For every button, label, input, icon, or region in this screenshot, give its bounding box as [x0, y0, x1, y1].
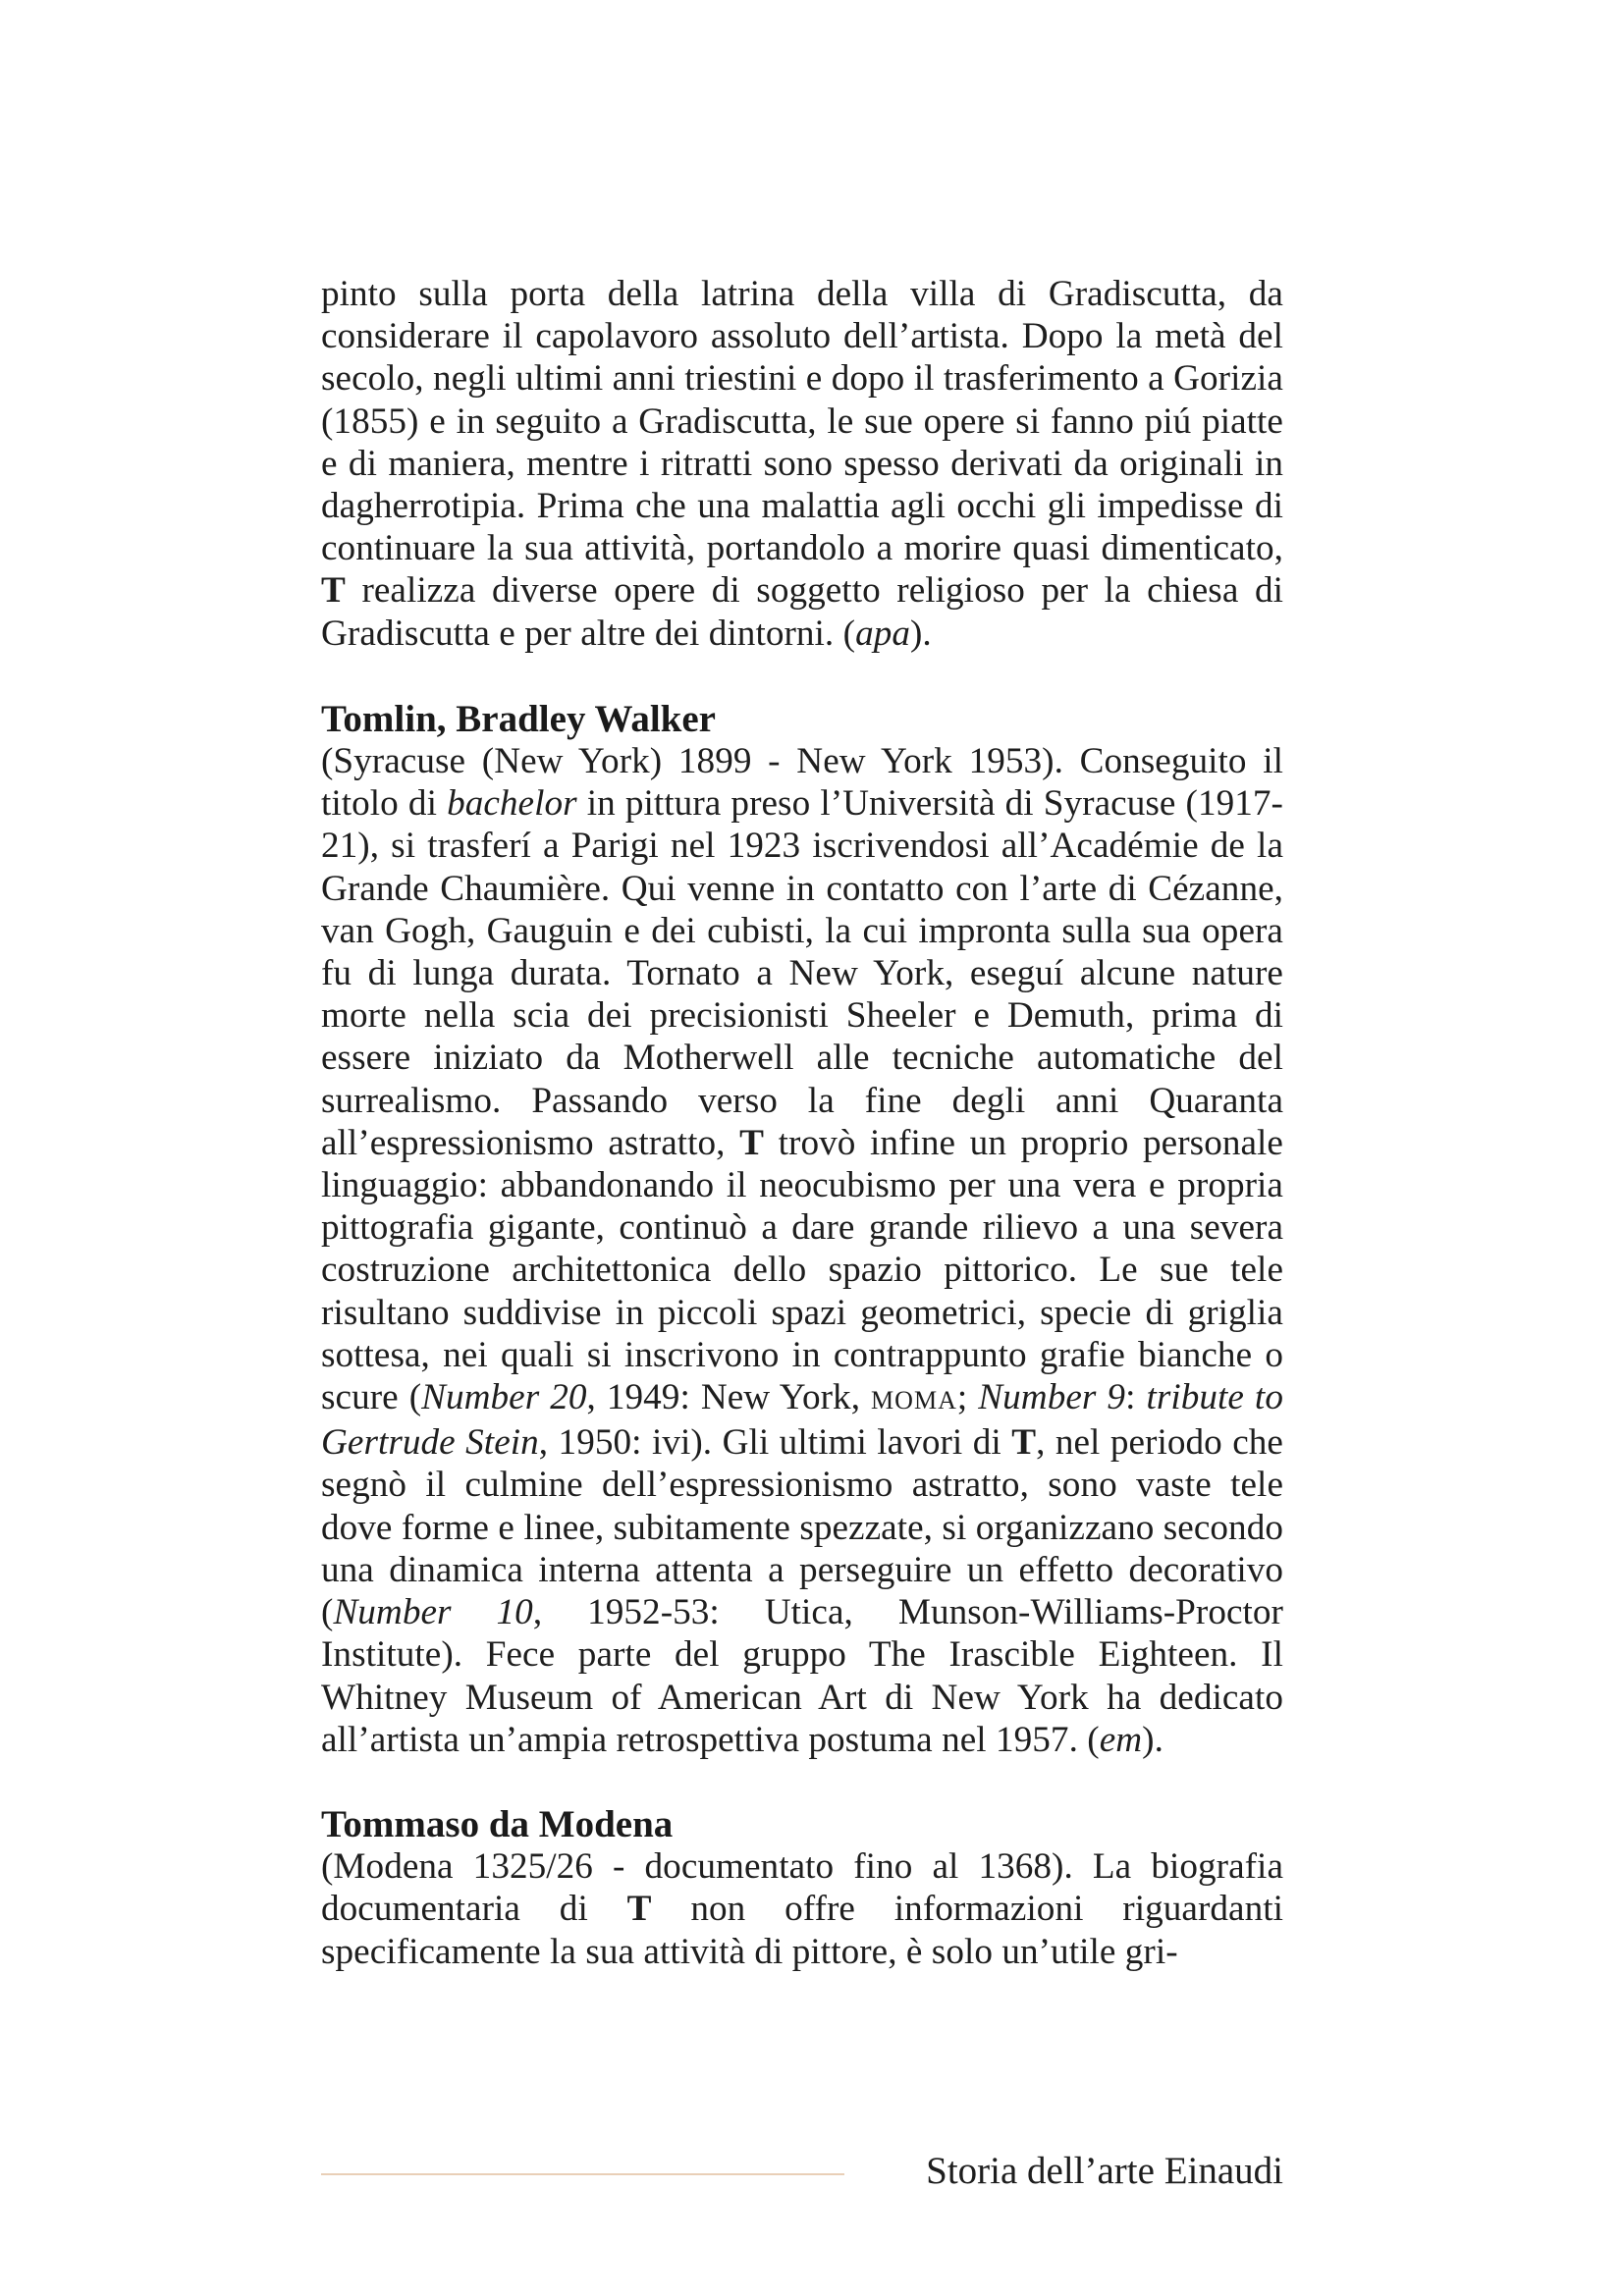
author-initials: em — [1099, 1719, 1143, 1760]
footer-rule — [321, 2173, 844, 2175]
paragraph-continuation: pinto sulla porta della latrina della villa di Gradiscutta, da considerare il capolavoro assoluto dell’artista. Dopo la metà del secolo, negli ultimi anni triestini e dopo il trasferimento a Gorizia (1855) e in seguito a Gradiscutta, le sue opere si fanno piú piatte e di maniera, mentre i ritratti sono spesso derivati da originali in dagherrotipia. Prima che una malattia agli occhi gli impedisse di continuare la sua attività, portandolo a morire quasi dimenticato, T realizza diverse opere di soggetto religioso per la chiesa di Gradiscutta e per altre dei dintorni. (apa). — [321, 274, 1283, 654]
artwork-title: tribute to Gertrude Stein — [321, 1377, 1283, 1464]
museum-abbreviation: MOMA — [871, 1386, 957, 1415]
page-body — [321, 273, 1283, 1973]
entry-initial: T — [739, 1122, 765, 1163]
entry-body-tomlin: (Syracuse (New York) 1899 - New York 1953). Conseguito il titolo di bachelor in pittura preso l’Università di Syracuse (1917-21), si trasferí a Parigi nel 1923 iscrivendosi all’Académie de la Grande Chaumière. Qui venne in contatto con l’arte di Cézanne, van Gogh, Gauguin e dei cubisti, la cui impronta sulla sua opera fu di lunga durata. Tornato a New York, eseguí alcune nature morte nella scia dei precisionisti Sheeler e Demuth, prima di essere iniziato da Motherwell alle tecniche automatiche del surrealismo. Passando verso la fine degli anni Quaranta all’espressionismo astratto, T trovò infine un proprio personale linguaggio: abbandonando il neocubismo per una vera e propria pittografia gigante, continuò a dare grande rilievo a una severa costruzione architettonica dello spazio pittorico. Le sue tele risultano suddivise in piccoli spazi geometrici, specie di griglia sottesa, nei quali si inscrivono in contrappunto grafie bianche o scure (Number 20, 1949: New York, MOMA; Number 9: tribute to Gertrude Stein, 1950: ivi). Gli ultimi lavori di T, nel periodo che segnò il culmine dell’espressionismo astratto, sono vaste tele dove forme e linee, subitamente spezzate, si organizzano secondo una dinamica interna attenta a perseguire un effetto decorativo (Number 10, 1952-53: Utica, Munson-Williams-Proctor Institute). Fece parte del gruppo The Irascible Eighteen. Il Whitney Museum of American Art di New York ha dedicato all’artista un’ampia retrospettiva postuma nel 1957. (em). — [321, 741, 1283, 1760]
footer-label: Storia dell’arte Einaudi — [926, 2150, 1283, 2192]
entry-initial: T — [321, 570, 346, 612]
artwork-title: Number 20 — [421, 1377, 587, 1418]
artwork-title: Number 10 — [333, 1592, 533, 1633]
entry-initial: T — [1011, 1422, 1037, 1464]
entry-title-tommaso: Tommaso da Modena — [321, 1802, 674, 1845]
artwork-title: Number 9 — [978, 1377, 1126, 1418]
entry-body-tommaso: (Modena 1325/26 - documentato fino al 1368). La biografia documentaria di T non offre informazioni riguardanti specificamente la sua attività di pittore, è solo un’utile gri- — [321, 1846, 1283, 1972]
entry-title-tomlin: Tomlin, Bradley Walker — [321, 697, 716, 740]
author-initials: apa — [855, 613, 910, 654]
entry-initial: T — [626, 1889, 652, 1930]
